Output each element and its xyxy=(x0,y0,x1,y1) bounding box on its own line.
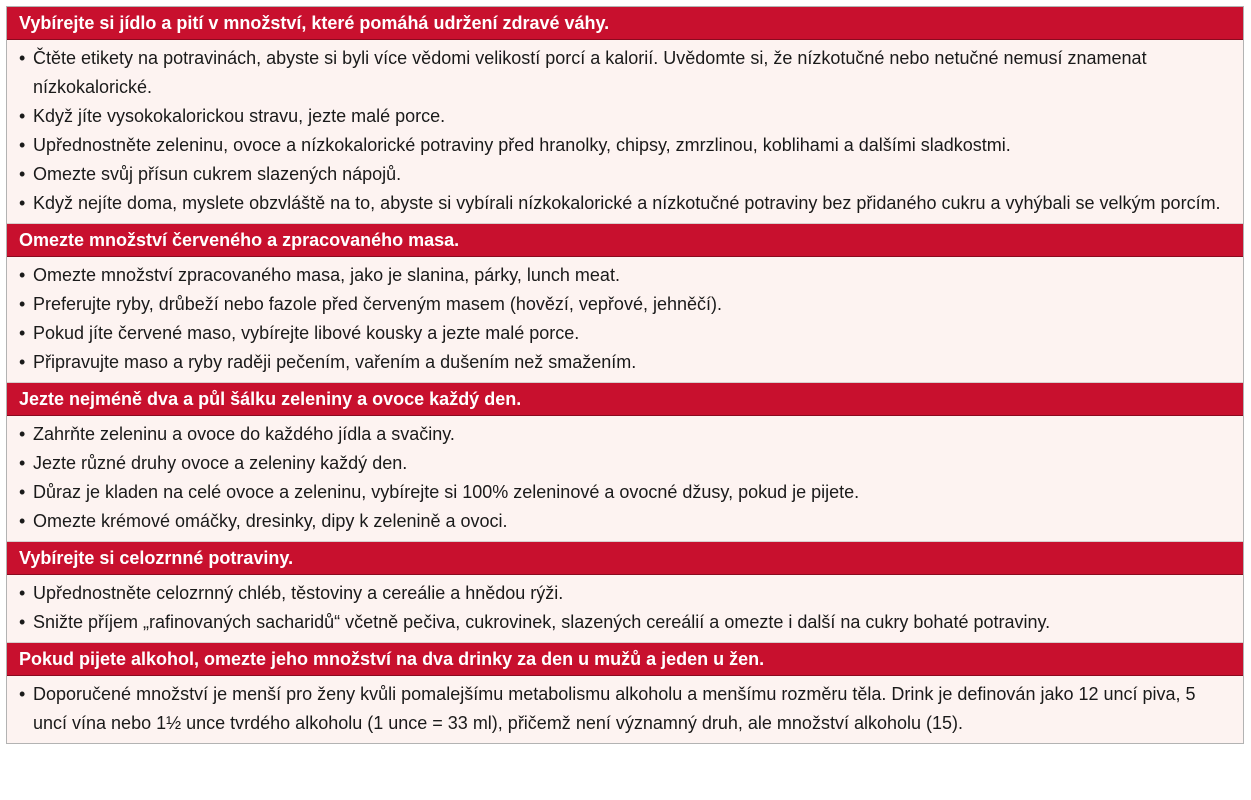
bullet-icon: • xyxy=(19,48,26,68)
section-whole-grains xyxy=(7,542,1243,643)
list-item xyxy=(19,608,1231,637)
recommendations-table xyxy=(6,6,1244,744)
list-item xyxy=(19,579,1231,608)
list-item xyxy=(19,261,1231,290)
bullet-icon: • xyxy=(19,424,26,444)
list-item-text: Důraz je kladen na celé ovoce a zeleninu, vybírejte si 100% zeleninové a ovocné džusy, pokud je pijete. xyxy=(33,482,860,502)
section-body xyxy=(7,257,1243,383)
list-item xyxy=(19,478,1231,507)
list-item xyxy=(19,290,1231,319)
section-healthy-weight xyxy=(7,7,1243,224)
list-item-text: Čtěte etikety na potravinách, abyste si byli více vědomi velikostí porcí a kalorií. Uvědomte si, že nízkotučné nebo netučné nemusí znamenat nízkokalorické. xyxy=(33,48,1147,97)
bullet-icon: • xyxy=(19,323,26,343)
list-item-text: Omezte množství zpracovaného masa, jako je slanina, párky, lunch meat. xyxy=(33,265,620,285)
bullet-icon: • xyxy=(19,265,26,285)
list-item xyxy=(19,44,1231,102)
list-item-text: Pokud jíte červené maso, vybírejte libové kousky a jezte malé porce. xyxy=(33,323,580,343)
bullet-icon: • xyxy=(19,583,26,603)
list-item-text: Jezte různé druhy ovoce a zeleniny každý den. xyxy=(33,453,408,473)
section-heading: Jezte nejméně dva a půl šálku zeleniny a ovoce každý den. xyxy=(7,383,1243,416)
list-item-text: Omezte svůj přísun cukrem slazených nápojů. xyxy=(33,164,402,184)
bullet-icon: • xyxy=(19,106,26,126)
section-body xyxy=(7,40,1243,224)
list-item xyxy=(19,420,1231,449)
list-item-text: Preferujte ryby, drůbeží nebo fazole před červeným masem (hovězí, vepřové, jehněčí). xyxy=(33,294,722,314)
section-heading: Vybírejte si jídlo a pití v množství, které pomáhá udržení zdravé váhy. xyxy=(7,7,1243,40)
bullet-icon: • xyxy=(19,164,26,184)
list-item-text: Upřednostněte zeleninu, ovoce a nízkokalorické potraviny před hranolky, chipsy, zmrzlinou, koblihami a dalšími sladkostmi. xyxy=(33,135,1011,155)
bullet-icon: • xyxy=(19,193,26,213)
list-item xyxy=(19,131,1231,160)
bullet-icon: • xyxy=(19,135,26,155)
section-heading: Pokud pijete alkohol, omezte jeho množství na dva drinky za den u mužů a jeden u žen. xyxy=(7,643,1243,676)
list-item xyxy=(19,189,1231,218)
bullet-icon: • xyxy=(19,684,26,704)
bullet-icon: • xyxy=(19,612,26,632)
list-item xyxy=(19,507,1231,536)
list-item xyxy=(19,680,1231,738)
list-item xyxy=(19,348,1231,377)
section-body xyxy=(7,416,1243,542)
list-item-text: Když jíte vysokokalorickou stravu, jezte malé porce. xyxy=(33,106,446,126)
section-alcohol xyxy=(7,643,1243,743)
section-body xyxy=(7,575,1243,643)
list-item xyxy=(19,102,1231,131)
list-item-text: Snižte příjem „rafinovaných sacharidů“ včetně pečiva, cukrovinek, slazených cereálií a omezte i další na cukry bohaté potraviny. xyxy=(33,612,1051,632)
section-heading: Omezte množství červeného a zpracovaného masa. xyxy=(7,224,1243,257)
list-item-text: Upřednostněte celozrnný chléb, těstoviny a cereálie a hnědou rýži. xyxy=(33,583,564,603)
list-item-text: Zahrňte zeleninu a ovoce do každého jídla a svačiny. xyxy=(33,424,455,444)
list-item-text: Doporučené množství je menší pro ženy kvůli pomalejšímu metabolismu alkoholu a menšímu rozměru těla. Drink je definován jako 12 uncí piva, 5 uncí vína nebo 1½ unce tvrdého alkoholu (1 unce = 33 ml), přičemž není významný druh, ale množství alkoholu (15). xyxy=(33,684,1196,733)
list-item-text: Omezte krémové omáčky, dresinky, dipy k zelenině a ovoci. xyxy=(33,511,508,531)
bullet-icon: • xyxy=(19,453,26,473)
list-item-text: Připravujte maso a ryby raději pečením, vařením a dušením než smažením. xyxy=(33,352,637,372)
list-item xyxy=(19,319,1231,348)
section-vegetables-fruit xyxy=(7,383,1243,542)
list-item xyxy=(19,449,1231,478)
list-item xyxy=(19,160,1231,189)
section-heading: Vybírejte si celozrnné potraviny. xyxy=(7,542,1243,575)
bullet-icon: • xyxy=(19,482,26,502)
list-item-text: Když nejíte doma, myslete obzvláště na to, abyste si vybírali nízkokalorické a nízkotučné potraviny bez přidaného cukru a vyhýbali se velkým porcím. xyxy=(33,193,1221,213)
bullet-icon: • xyxy=(19,352,26,372)
bullet-icon: • xyxy=(19,511,26,531)
section-red-meat xyxy=(7,224,1243,383)
bullet-icon: • xyxy=(19,294,26,314)
section-body xyxy=(7,676,1243,743)
